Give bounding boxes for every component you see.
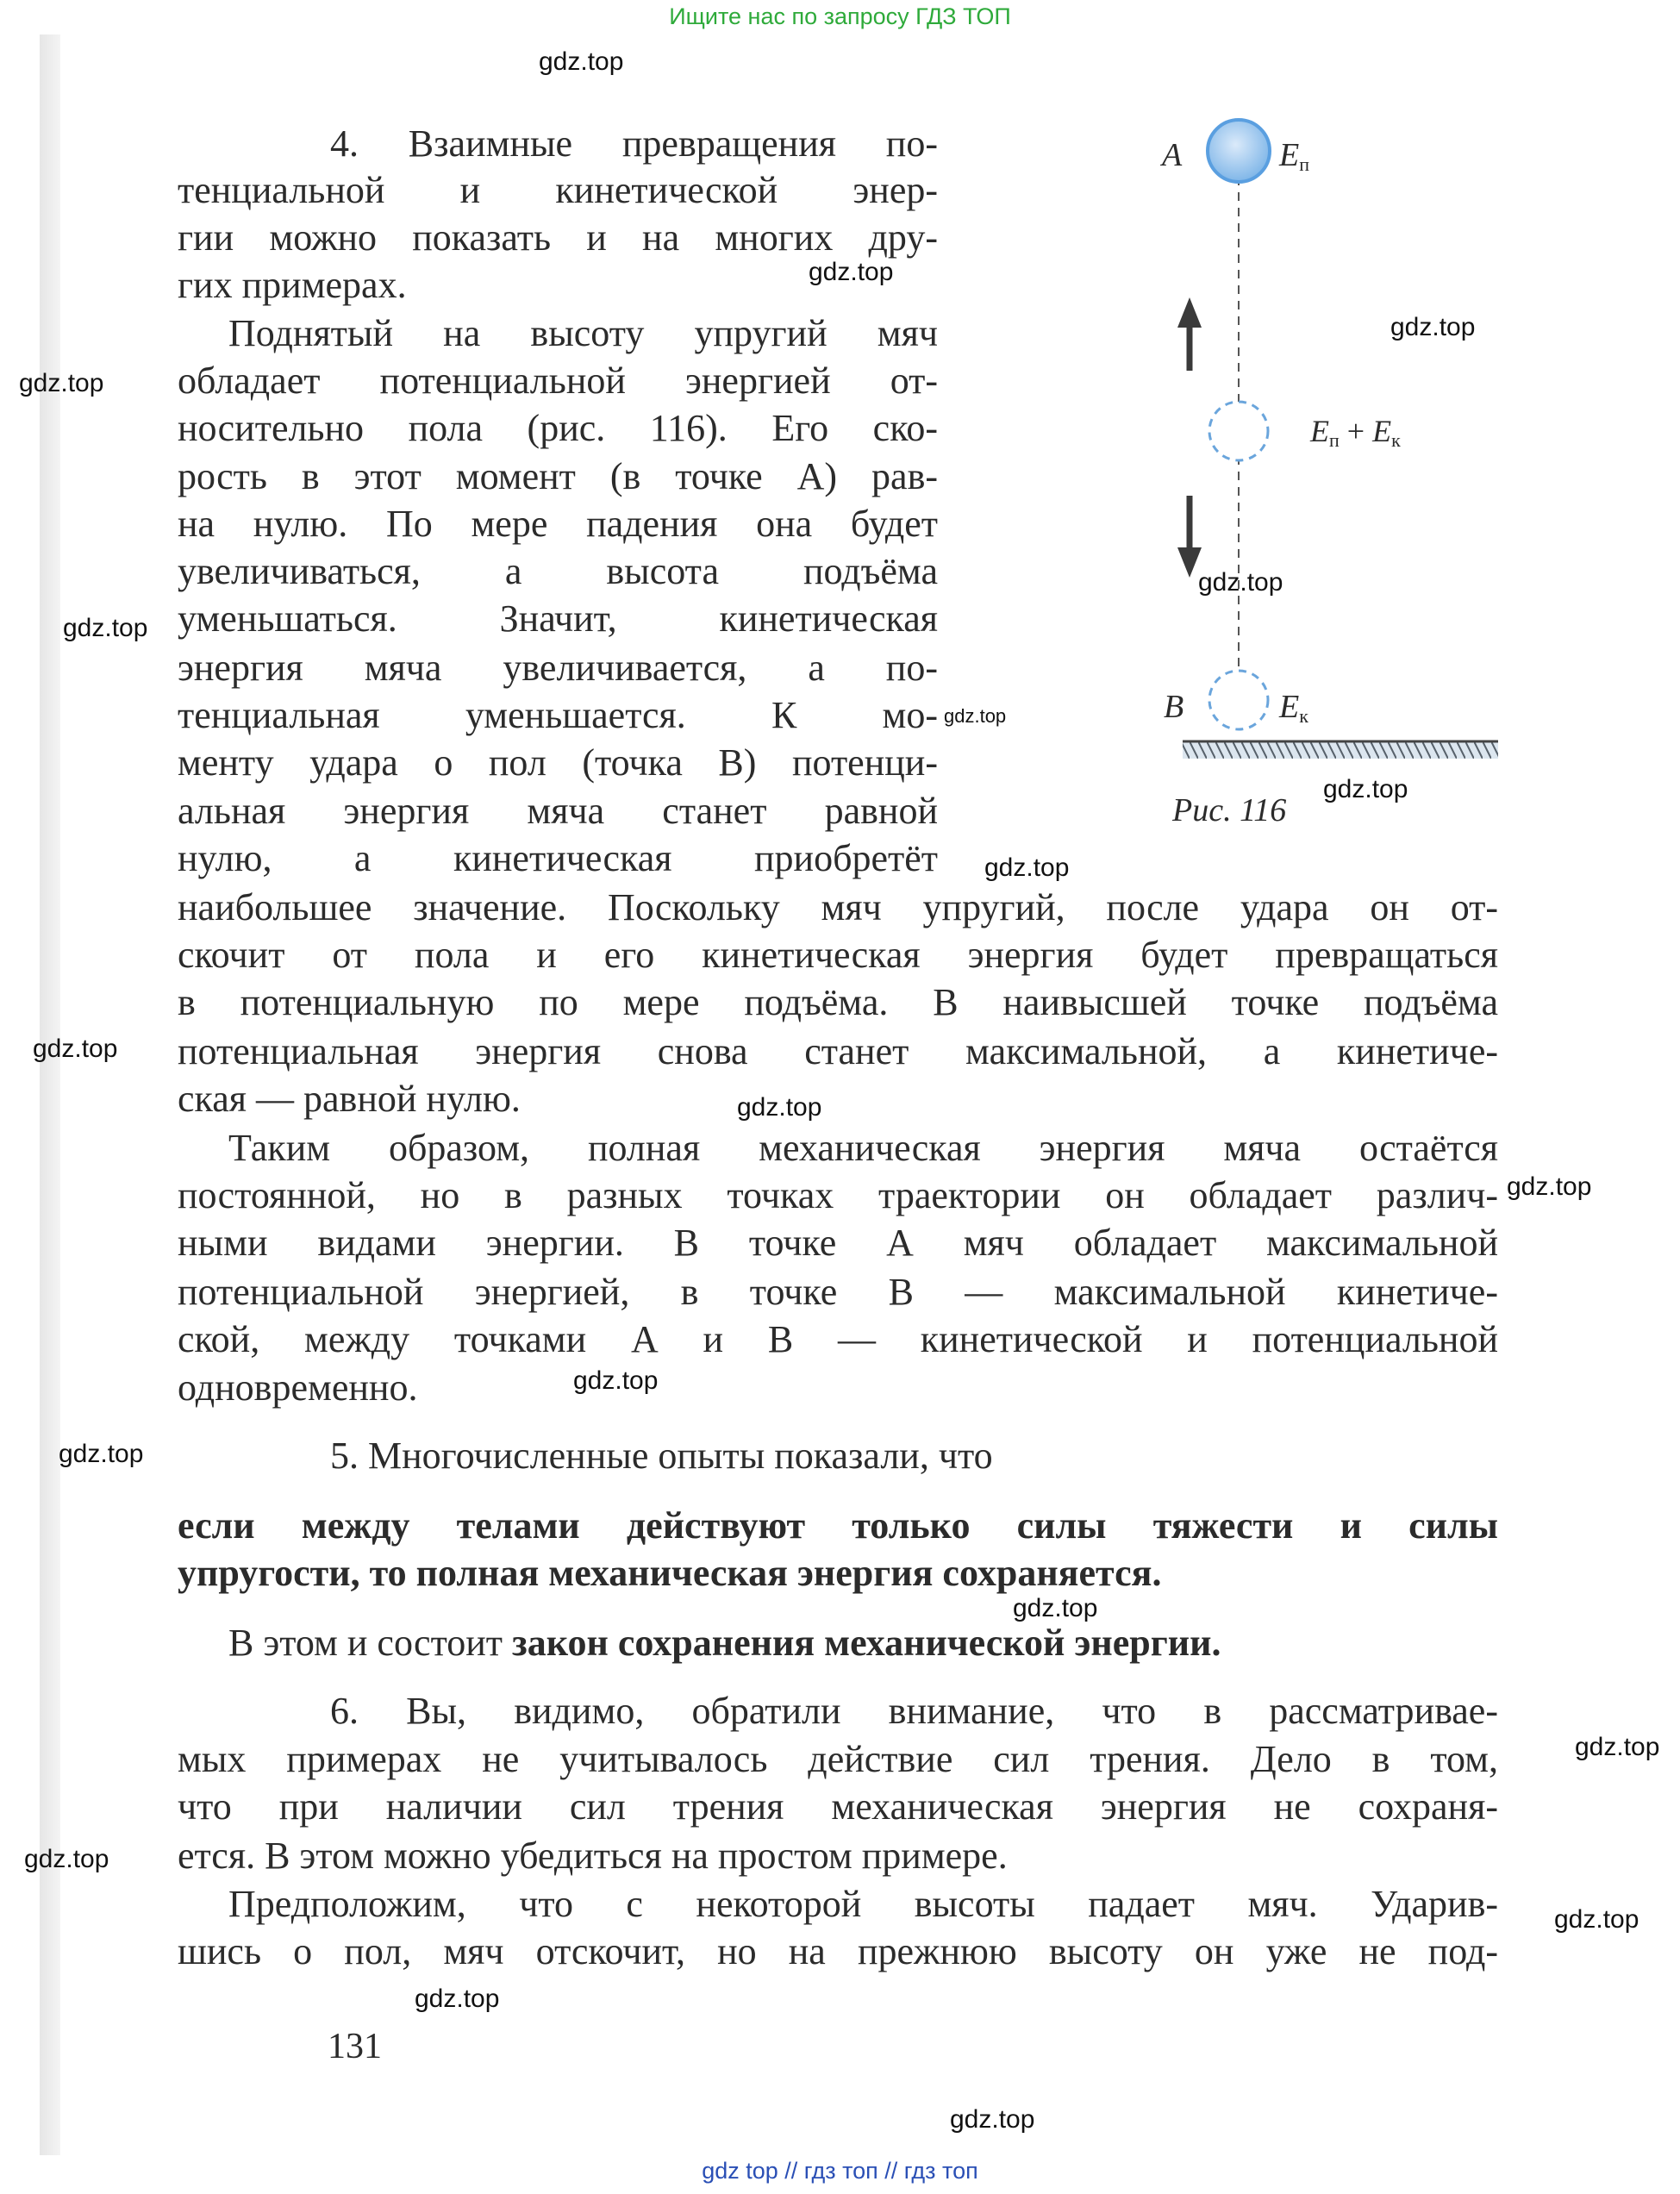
text-line: менту удара о пол (точка В) потенци- xyxy=(178,741,938,784)
text-line: ными видами энергии. В точке А мяч обладает максимальной xyxy=(178,1222,1498,1264)
figure-caption: Рис. 116 xyxy=(1172,792,1287,828)
text-line: Поднятый на высоту упругий мяч xyxy=(228,312,938,354)
text-line: ской, между точками А и В — кинетической и потенциальной xyxy=(178,1318,1498,1360)
text-line: нулю, а кинетическая приобретёт xyxy=(178,837,938,879)
label-ep: Eп xyxy=(1279,137,1309,175)
ball-top xyxy=(1208,120,1270,182)
watermark: gdz.top xyxy=(1554,1905,1639,1934)
text-line: потенциальная энергия снова станет максимальной, а кинетиче- xyxy=(178,1030,1498,1072)
watermark: gdz.top xyxy=(63,614,148,642)
watermark: gdz.top xyxy=(24,1845,109,1873)
text-line: одновременно. xyxy=(178,1366,418,1409)
watermark: gdz.top xyxy=(59,1440,144,1468)
watermark: gdz.top xyxy=(1013,1594,1098,1622)
footer-note: gdz top // гдз топ // гдз топ xyxy=(702,2158,978,2184)
text-line: носительно пола (рис. 116). Его ско- xyxy=(178,407,938,449)
text-line: рость в этот момент (в точке А) рав- xyxy=(178,455,938,497)
text-line: обладает потенциальной энергией от- xyxy=(178,359,938,402)
watermark: gdz.top xyxy=(737,1093,822,1122)
text-line: наибольшее значение. Поскольку мяч упругий, после удара он от- xyxy=(178,886,1498,928)
watermark: gdz.top xyxy=(1575,1733,1660,1761)
text-line: скочит от пола и его кинетическая энергия будет превращаться xyxy=(178,934,1498,976)
watermark: gdz.top xyxy=(809,258,894,286)
watermark: gdz.top xyxy=(415,1985,500,2013)
watermark: gdz.top xyxy=(539,47,624,76)
text-line: увеличиваться, а высота подъёма xyxy=(178,550,938,592)
text-line: постоянной, но в разных точках траектории он обладает различ- xyxy=(178,1174,1498,1216)
text-line: гии можно показать и на многих дру- xyxy=(178,216,938,259)
arrow-up-icon xyxy=(1177,297,1202,371)
law-statement-line: упругости, то полная механическая энергия сохраняется. xyxy=(178,1552,1162,1594)
text-line: Таким образом, полная механическая энергия мяча остаётся xyxy=(228,1127,1498,1169)
label-ek: Eк xyxy=(1279,689,1308,727)
text-line: альная энергия мяча станет равной xyxy=(178,790,938,832)
text-line: уменьшаться. Значит, кинетическая xyxy=(178,597,938,640)
header-note: Ищите нас по запросу ГДЗ ТОП xyxy=(669,3,1011,29)
watermark: gdz.top xyxy=(573,1366,659,1395)
label-point-a: A xyxy=(1162,137,1183,173)
text-line: тенциальная уменьшается. К мо- xyxy=(178,694,938,736)
floor xyxy=(1183,741,1498,759)
text-line: в потенциальную по мере подъёма. В наивысшей точке подъёма xyxy=(178,981,1498,1023)
text-line: 4. Взаимные превращения по- xyxy=(330,122,938,165)
text-line: Предположим, что с некоторой высоты падает мяч. Ударив- xyxy=(228,1883,1498,1925)
text-line: на нулю. По мере падения она будет xyxy=(178,503,938,545)
ball-middle xyxy=(1209,402,1268,460)
watermark: gdz.top xyxy=(1507,1172,1592,1201)
ball-bottom xyxy=(1209,671,1268,729)
watermark: gdz.top xyxy=(33,1034,118,1063)
text-line: 6. Вы, видимо, обратили внимание, что в рассматривае- xyxy=(330,1690,1498,1732)
text-line: ская — равной нулю. xyxy=(178,1078,521,1120)
text-line: ется. В этом можно убедиться на простом примере. xyxy=(178,1835,1008,1877)
text-line: шись о пол, мяч отскочит, но на прежнюю высоту он уже не под- xyxy=(178,1930,1498,1972)
text-line: тенциальной и кинетической энер- xyxy=(178,169,938,211)
page-number: 131 xyxy=(328,2027,382,2066)
label-point-b: B xyxy=(1164,689,1184,725)
label-ep-plus-ek: Eп + Eк xyxy=(1310,414,1401,451)
law-prefix: В этом и состоит xyxy=(228,1622,513,1664)
watermark: gdz.top xyxy=(19,369,104,397)
watermark: gdz.top xyxy=(1198,568,1283,597)
text-line: гих примерах. xyxy=(178,264,407,306)
text-line: мых примерах не учитывалось действие сил трения. Дело в том, xyxy=(178,1738,1498,1780)
watermark: gdz.top xyxy=(1323,775,1408,803)
arrow-down-icon xyxy=(1177,496,1202,578)
watermark: gdz.top xyxy=(1390,313,1476,341)
text-line: потенциальной энергией, в точке В — максимальной кинетиче- xyxy=(178,1271,1498,1313)
watermark: gdz.top xyxy=(984,853,1070,882)
law-name: закон сохранения механической энергии. xyxy=(512,1622,1221,1664)
text-line: энергия мяча увеличивается, а по- xyxy=(178,647,938,689)
watermark: gdz.top xyxy=(950,2105,1035,2134)
watermark: gdz.top xyxy=(944,705,1007,727)
text-line: 5. Многочисленные опыты показали, что xyxy=(330,1435,993,1477)
law-statement-line: если между телами действуют только силы тяжести и силы xyxy=(178,1504,1498,1547)
text-line: что при наличии сил трения механическая энергия не сохраня- xyxy=(178,1785,1498,1828)
